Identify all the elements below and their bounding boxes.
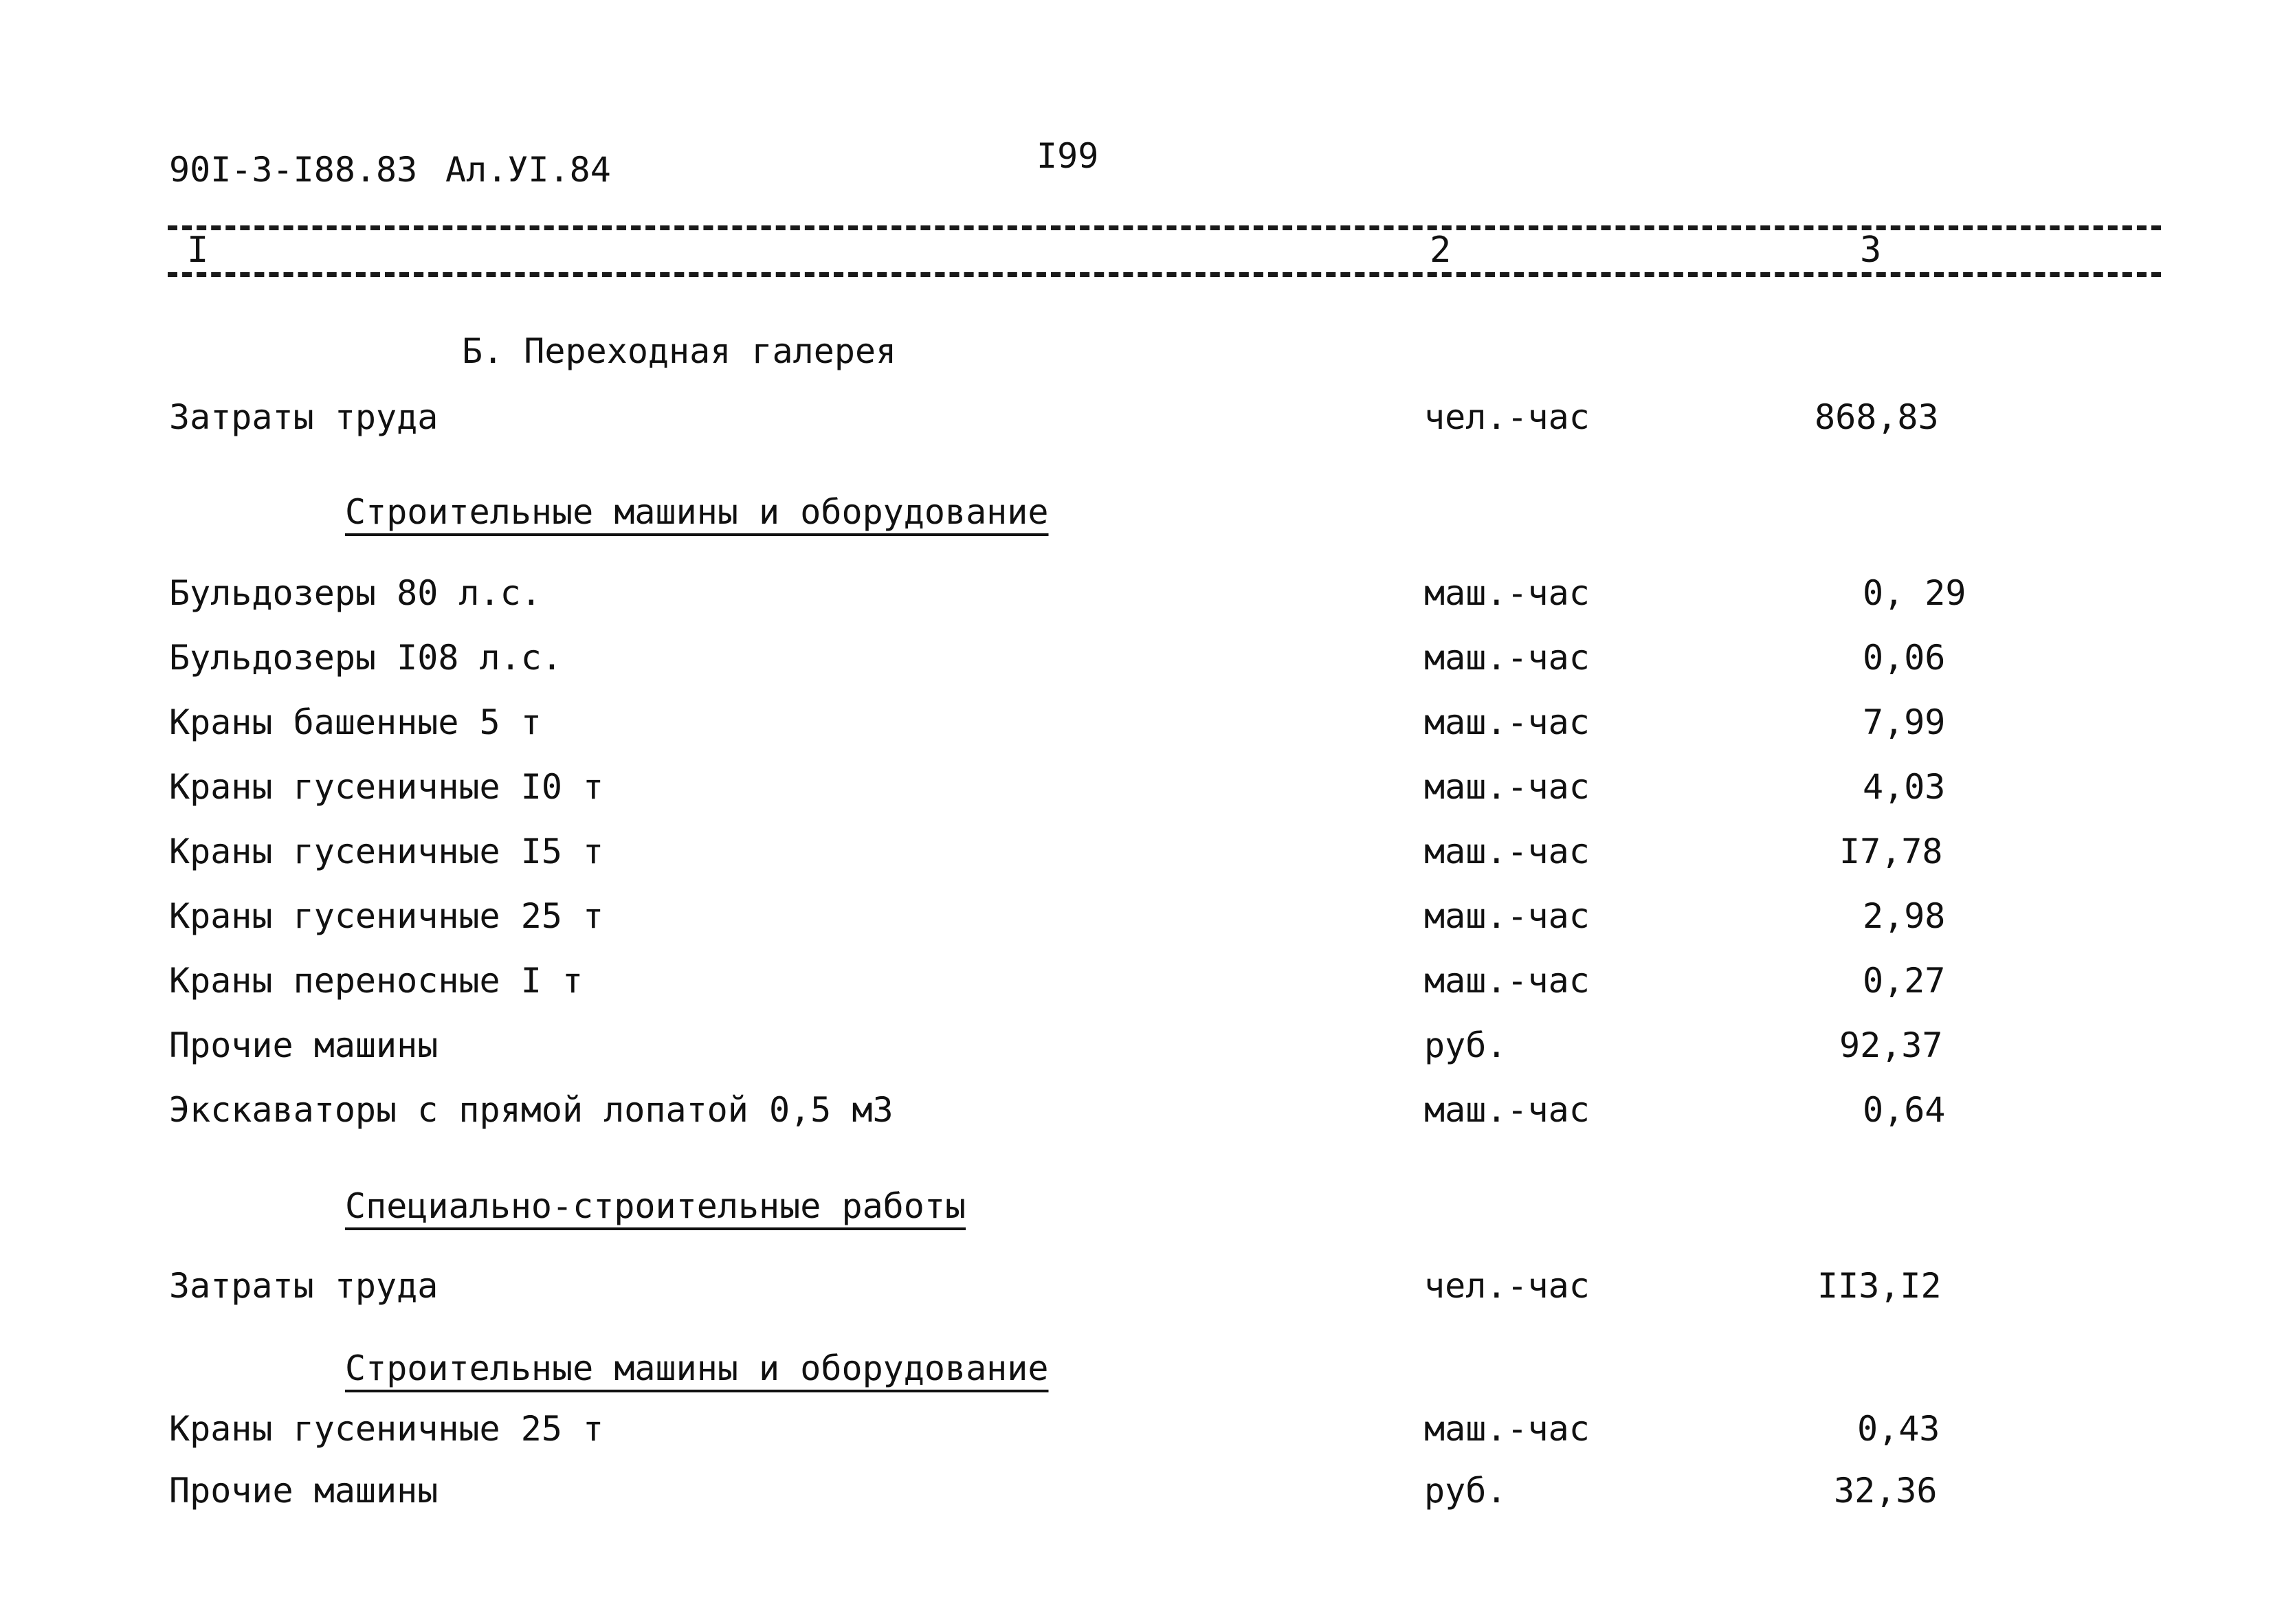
row-unit: чел.-час bbox=[1424, 1266, 1590, 1306]
row-name: Краны башенные 5 т bbox=[169, 702, 542, 742]
table-row bbox=[0, 1266, 2273, 1314]
table-row bbox=[0, 1090, 2273, 1138]
section-heading: Строительные машины и оборудование bbox=[345, 492, 1049, 532]
row-value: 0,43 bbox=[1857, 1409, 1940, 1449]
row-name: Прочие машины bbox=[169, 1025, 439, 1065]
row-unit: маш.-час bbox=[1424, 573, 1590, 613]
row-unit: маш.-час bbox=[1424, 638, 1590, 678]
table-row bbox=[0, 397, 2273, 445]
row-value: 2,98 bbox=[1863, 896, 1946, 936]
table-row bbox=[0, 832, 2273, 880]
row-unit: маш.-час bbox=[1424, 896, 1590, 936]
table-row bbox=[0, 702, 2273, 750]
table-row bbox=[0, 638, 2273, 686]
row-name: Краны переносные I т bbox=[169, 961, 584, 1001]
row-unit: руб. bbox=[1424, 1025, 1507, 1065]
row-name: Затраты труда bbox=[169, 1266, 439, 1306]
row-value: 0, 29 bbox=[1863, 573, 1966, 613]
table-row bbox=[0, 767, 2273, 815]
row-unit: маш.-час bbox=[1424, 767, 1590, 807]
row-value: 7,99 bbox=[1863, 702, 1946, 742]
row-name: Краны гусеничные 25 т bbox=[169, 1409, 604, 1449]
row-value: I7,78 bbox=[1839, 832, 1943, 871]
row-unit: маш.-час bbox=[1424, 1090, 1590, 1130]
row-name: Затраты труда bbox=[169, 397, 439, 437]
row-name: Прочие машины bbox=[169, 1471, 439, 1511]
bottom-dashed-rule bbox=[168, 272, 2161, 277]
section-heading: Строительные машины и оборудование bbox=[345, 1348, 1049, 1388]
row-value: 4,03 bbox=[1863, 767, 1946, 807]
row-unit: руб. bbox=[1424, 1471, 1507, 1511]
album-number: Ал.УI.84 bbox=[445, 150, 611, 190]
section-heading: Специально-строительные работы bbox=[345, 1186, 966, 1226]
row-value: 868,83 bbox=[1815, 397, 1939, 437]
row-unit: маш.-час bbox=[1424, 961, 1590, 1001]
row-value: 0,06 bbox=[1863, 638, 1946, 678]
column-number-1: I bbox=[187, 230, 209, 271]
row-unit: маш.-час bbox=[1424, 702, 1590, 742]
row-unit: маш.-час bbox=[1424, 1409, 1590, 1449]
row-name: Краны гусеничные I5 т bbox=[169, 832, 604, 871]
column-number-2: 2 bbox=[1430, 230, 1452, 271]
page-number: I99 bbox=[1036, 136, 1099, 176]
table-row bbox=[0, 896, 2273, 944]
row-name: Бульдозеры I08 л.с. bbox=[169, 638, 562, 678]
row-name: Краны гусеничные I0 т bbox=[169, 767, 604, 807]
column-number-3: 3 bbox=[1860, 230, 1882, 271]
table-row bbox=[0, 1409, 2273, 1457]
row-unit: чел.-час bbox=[1424, 397, 1590, 437]
table-row bbox=[0, 961, 2273, 1009]
table-row bbox=[0, 1471, 2273, 1519]
table-row bbox=[0, 573, 2273, 621]
row-unit: маш.-час bbox=[1424, 832, 1590, 871]
document-code: 90I-3-I88.83 bbox=[169, 150, 418, 190]
table-row bbox=[0, 1025, 2273, 1074]
row-value: 32,36 bbox=[1834, 1471, 1938, 1511]
subsection-title: Б. Переходная галерея bbox=[462, 331, 897, 371]
row-name: Краны гусеничные 25 т bbox=[169, 896, 604, 936]
row-name: Бульдозеры 80 л.с. bbox=[169, 573, 542, 613]
row-value: II3,I2 bbox=[1817, 1266, 1942, 1306]
row-value: 0,27 bbox=[1863, 961, 1946, 1001]
row-name: Экскаваторы с прямой лопатой 0,5 м3 bbox=[169, 1090, 894, 1130]
row-value: 92,37 bbox=[1839, 1025, 1943, 1065]
row-value: 0,64 bbox=[1863, 1090, 1946, 1130]
